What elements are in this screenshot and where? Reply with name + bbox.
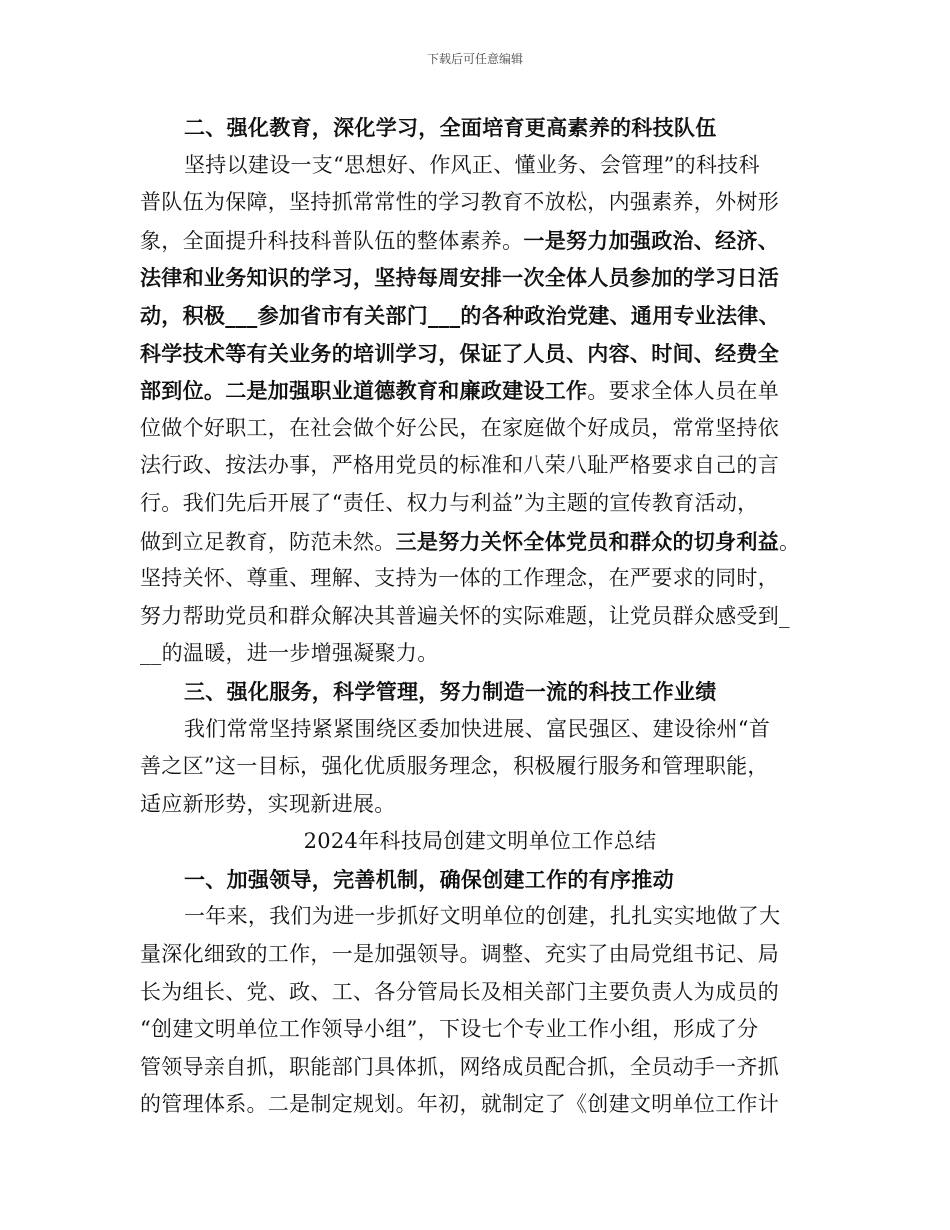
text-segment: 一年来，我们为进一步抓好文明单位的创建，扎扎实实地做了大 [184,904,781,929]
text-segment: 管领导亲自抓，职能部门具体抓，网络成员配合抓，全员动手一齐抓 [140,1054,779,1079]
text-line [140,184,820,222]
text-line [140,447,820,485]
text-segment: 坚持以建设一支“思想好、作风正、懂业务、会管理”的科技科 [184,152,760,177]
text-line [140,635,820,673]
bold-text-segment: 三、强化服务，科学管理，努力制造一流的科技工作业绩 [184,678,717,704]
text-segment: 行。我们先后开展了“责任、权力与利益”为主题的宣传教育活动， [140,490,759,515]
text-segment: 2024年科技局创建文明单位工作总结 [303,829,657,854]
text-line [140,1086,820,1124]
bold-text-segment: 部到位。二是加强职业道德教育和廉政建设工作 [140,378,588,404]
text-segment: 量深化细致的工作，一是加强领导。调整、充实了由局党组书记、局 [140,942,779,967]
text-line [140,1011,820,1049]
text-line [140,974,820,1012]
text-line [140,936,820,974]
text-segment: 普队伍为保障，坚持抓常常性的学习教育不放松，内强素养，外树形 [140,190,779,215]
text-segment: 的管理体系。二是制定规划。年初，就制定了《创建文明单位工作计 [140,1092,779,1117]
text-segment: 努力帮助党员和群众解决其普遍关怀的实际难题，让党员群众感受到_ [140,603,790,628]
text-line [140,786,820,824]
document-body [140,109,820,1124]
text-segment: 适应新形势，实现新进展。 [140,791,396,816]
bold-text-segment: 科学技术等有关业务的培训学习，保证了人员、内容、时间、经费全 [140,340,779,366]
text-line [140,335,820,373]
text-line [140,147,820,185]
text-line [140,297,820,335]
text-segment: 我们常常坚持紧紧围绕区委加快进展、富民强区、建设徐州“首 [184,716,771,741]
text-segment: 法行政、按法办事，严格用党员的标准和八荣八耻严格要求自己的言 [140,453,779,478]
text-segment: 。要求全体人员在单 [587,379,780,404]
text-line [140,410,820,448]
bold-text-segment: 二、强化教育，深化学习，全面培育更高素养的科技队伍 [184,115,717,140]
text-segment: 象，全面提升科技科普队伍的整体素养。 [140,228,524,253]
text-line [140,523,820,561]
text-segment: __的温暖，进一步增强凝聚力。 [140,641,439,666]
text-line [140,259,820,297]
page-header-note: 下载后可任意编辑 [426,52,523,66]
text-segment: 长为组长、党、政、工、各分管局长及相关部门主要负责人为成员的 [140,979,779,1004]
text-line [140,898,820,936]
text-line [140,372,820,410]
bold-text-segment: 一是努力加强政治、经济、 [523,227,780,253]
text-line [140,485,820,523]
text-segment: 。 [779,529,801,554]
section-heading [140,673,820,711]
text-line [140,598,820,636]
text-segment: 位做个好职工，在社会做个好公民，在家庭做个好成员，常常坚持依 [140,415,779,440]
document-title [140,823,820,861]
text-segment: “创建文明单位工作领导小组”，下设七个专业工作小组，形成了分 [140,1017,759,1042]
text-line [140,560,820,598]
text-segment: 善之区”这一目标，强化优质服务理念，积极履行服务和管理职能， [140,754,769,779]
text-line [140,711,820,749]
text-line [140,748,820,786]
text-line [140,222,820,260]
text-segment: 坚持关怀、尊重、理解、支持为一体的工作理念，在严要求的同时， [140,566,779,591]
section-heading [140,109,820,147]
text-segment: 做到立足教育，防范未然。 [140,529,396,554]
text-line [140,1049,820,1087]
bold-text-segment: 三是努力关怀全体党员和群众的切身利益 [395,528,780,554]
section-heading [140,861,820,899]
bold-text-segment: 法律和业务知识的学习，坚持每周安排一次全体人员参加的学习日活 [140,265,779,291]
bold-text-segment: 动，积极___参加省市有关部门___的各种政治党建、通用专业法律、 [140,302,780,328]
bold-text-segment: 一、加强领导，完善机制，确保创建工作的有序推动 [184,866,674,892]
